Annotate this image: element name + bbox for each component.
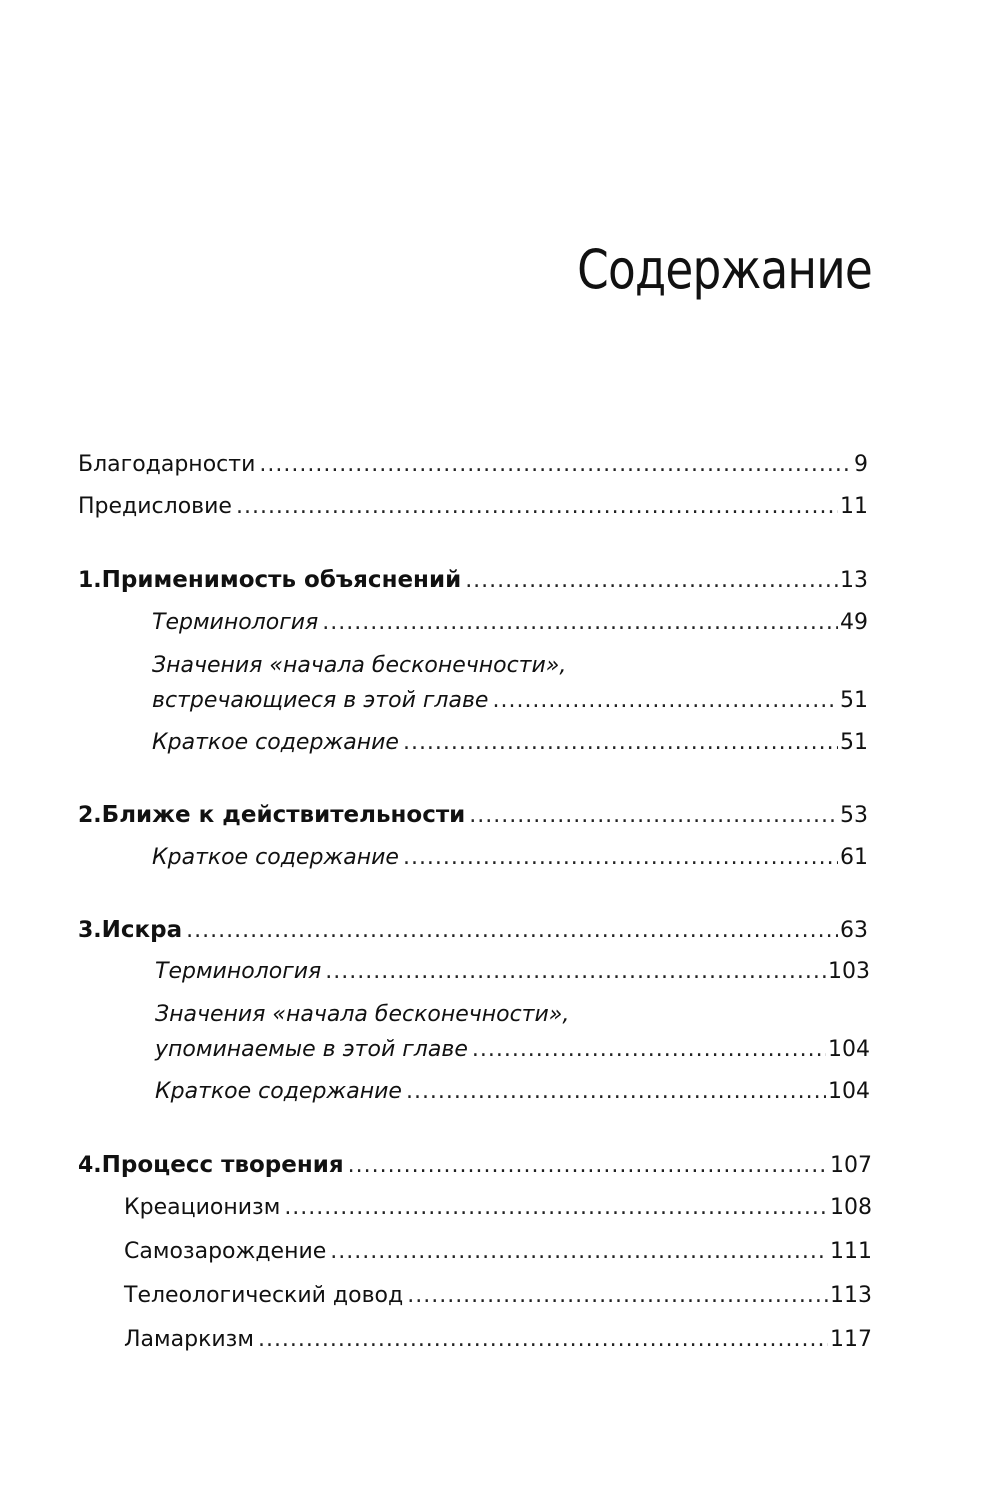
chapter-title: Ближе к действительности	[101, 802, 466, 828]
toc-subentry-summary[interactable]	[155, 1077, 870, 1107]
toc-chapter-3[interactable]	[78, 915, 868, 946]
dot-leader	[403, 728, 838, 758]
section-title: Ламаркизм	[124, 1327, 254, 1352]
toc-section-creationism[interactable]	[124, 1193, 872, 1223]
toc-subentry-meanings[interactable]	[152, 686, 868, 716]
dot-leader	[322, 608, 838, 638]
subentry-title: Краткое содержание	[155, 1079, 402, 1104]
chapter-number: 3.	[78, 918, 102, 943]
dot-leader	[472, 1035, 826, 1065]
subentry-title-line1: Значения «начала бесконечности»,	[152, 653, 567, 678]
subentry-page: 51	[840, 688, 868, 713]
toc-entry-acknowledgements[interactable]	[78, 450, 868, 480]
toc-chapter-4[interactable]	[78, 1150, 872, 1181]
toc-entry-preface[interactable]	[78, 492, 868, 522]
section-page: 117	[830, 1327, 872, 1352]
chapter-title: Искра	[101, 917, 183, 943]
dot-leader	[284, 1193, 828, 1223]
dot-leader	[407, 1281, 828, 1311]
chapter-page: 107	[830, 1153, 872, 1178]
subentry-title-line1: Значения «начала бесконечности»,	[155, 1002, 570, 1027]
subentry-title: Краткое содержание	[152, 845, 399, 870]
subentry-page: 104	[828, 1079, 870, 1104]
chapter-number: 2.	[78, 803, 102, 828]
subentry-page: 103	[828, 959, 870, 984]
page-title: Содержание	[577, 238, 872, 301]
chapter-page: 63	[840, 918, 868, 943]
subentry-page: 61	[840, 845, 868, 870]
chapter-number: 4.	[78, 1153, 102, 1178]
subentry-title: встречающиеся в этой главе	[152, 688, 489, 713]
subentry-page: 51	[840, 730, 868, 755]
toc-section-teleological-argument[interactable]	[124, 1281, 872, 1311]
section-title: Самозарождение	[124, 1239, 327, 1264]
toc-subentry-terminology[interactable]	[152, 608, 868, 638]
dot-leader	[259, 450, 852, 480]
section-title: Телеологический довод	[124, 1283, 404, 1308]
dot-leader	[258, 1325, 828, 1355]
toc-chapter-2[interactable]	[78, 800, 868, 831]
section-page: 111	[830, 1239, 872, 1264]
toc-entry-page: 9	[854, 452, 868, 477]
subentry-title: упоминаемые в этой главе	[155, 1037, 468, 1062]
chapter-title: Применимость объяснений	[101, 567, 462, 593]
chapter-page: 13	[840, 568, 868, 593]
toc-chapter-1[interactable]	[78, 565, 868, 596]
dot-leader	[469, 801, 838, 831]
dot-leader	[403, 843, 838, 873]
toc-section-spontaneous-generation[interactable]	[124, 1237, 872, 1267]
section-title: Креационизм	[124, 1195, 281, 1220]
section-page: 108	[830, 1195, 872, 1220]
dot-leader	[330, 1237, 828, 1267]
chapter-title: Процесс творения	[101, 1152, 344, 1178]
dot-leader	[186, 916, 838, 946]
dot-leader	[325, 957, 826, 987]
toc-entry-page: 11	[840, 494, 868, 519]
toc-entry-title: Предисловие	[78, 494, 232, 519]
toc-subentry-summary[interactable]	[152, 728, 868, 758]
chapter-number: 1.	[78, 568, 102, 593]
section-page: 113	[830, 1283, 872, 1308]
toc-subentry-terminology[interactable]	[155, 957, 870, 987]
dot-leader	[236, 492, 838, 522]
dot-leader	[492, 686, 838, 716]
toc-entry-title: Благодарности	[78, 452, 256, 477]
subentry-page: 49	[840, 610, 868, 635]
chapter-page: 53	[840, 803, 868, 828]
subentry-title: Терминология	[152, 610, 319, 635]
subentry-title: Терминология	[155, 959, 322, 984]
dot-leader	[348, 1151, 828, 1181]
toc-subentry-meanings[interactable]	[155, 1035, 870, 1065]
toc-subentry-summary[interactable]	[152, 843, 868, 873]
toc-section-lamarckism[interactable]	[124, 1325, 872, 1355]
subentry-page: 104	[828, 1037, 870, 1062]
dot-leader	[406, 1077, 826, 1107]
dot-leader	[465, 566, 838, 596]
subentry-title: Краткое содержание	[152, 730, 399, 755]
